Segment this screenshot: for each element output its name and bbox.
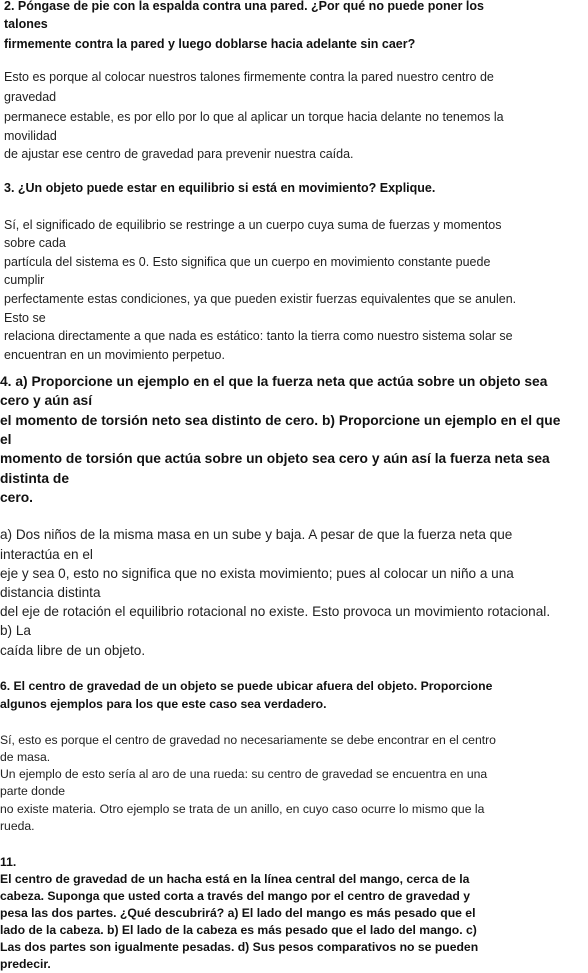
- question-line: cabeza. Suponga que usted corta a través del mango por el centro de gravedad y: [0, 889, 471, 903]
- question-line: predecir.: [0, 957, 51, 971]
- answer-line: Un ejemplo de esto sería al aro de una rueda: su centro de gravedad se encuentra en una: [0, 767, 488, 781]
- answer-line: relaciona directamente a que nada es estático: tanto la tierra como nuestro sistema solar se: [4, 329, 513, 343]
- question-line: 2. Póngase de pie con la espalda contra una pared. ¿Por qué no puede poner los: [4, 0, 484, 13]
- answer-line: encuentran en un movimiento perpetuo.: [4, 348, 225, 362]
- answer-line: no existe materia. Otro ejemplo se trata de un anillo, en cuyo caso ocurre lo mismo que la: [0, 802, 485, 816]
- question-line: 4. a) Proporcione un ejemplo en el que la fuerza neta que actúa sobre un objeto sea: [0, 374, 548, 389]
- answer-line: gravedad: [4, 90, 57, 104]
- question-line: momento de torsión que actúa sobre un objeto sea cero y aún así la fuerza neta sea: [0, 451, 550, 466]
- answer-line: interactúa en el: [0, 547, 93, 562]
- answer-line: eje y sea 0, esto no significa que no exista movimiento; pues al colocar un niño a una: [0, 566, 514, 581]
- answer-line: permanece estable, es por ello por lo que al aplicar un torque hacia delante no tenemos la: [4, 110, 504, 124]
- answer-line: movilidad: [4, 129, 57, 143]
- question-line: el momento de torsión neto sea distinto de cero. b) Proporcione un ejemplo en el que: [0, 413, 561, 428]
- question-line: 3. ¿Un objeto puede estar en equilibrio si está en movimiento? Explique.: [4, 181, 436, 195]
- question-line: cero.: [0, 490, 33, 505]
- answer-line: cumplir: [4, 273, 45, 287]
- question-line: talones: [4, 17, 48, 31]
- question-line: distinta de: [0, 471, 69, 486]
- question-line: Las dos partes son igualmente pesadas. d) Sus pesos comparativos no se pueden: [0, 940, 479, 954]
- answer-line: de masa.: [0, 750, 51, 764]
- question-line: 6. El centro de gravedad de un objeto se puede ubicar afuera del objeto. Proporcione: [0, 679, 493, 693]
- answer-line: distancia distinta: [0, 585, 101, 600]
- answer-line: partícula del sistema es 0. Esto significa que un cuerpo en movimiento constante puede: [4, 255, 491, 269]
- question-line: el: [0, 432, 12, 447]
- question-line: firmemente contra la pared y luego doblarse hacia adelante sin caer?: [4, 37, 416, 51]
- answer-line: sobre cada: [4, 236, 66, 250]
- question-line: algunos ejemplos para los que este caso sea verdadero.: [0, 697, 327, 711]
- answer-line: Sí, esto es porque el centro de gravedad no necesariamente se debe encontrar en el centro: [0, 733, 496, 747]
- answer-line: a) Dos niños de la misma masa en un sube y baja. A pesar de que la fuerza neta que: [0, 527, 513, 542]
- answer-line: rueda.: [0, 819, 35, 833]
- question-line: pesa las dos partes. ¿Qué descubrirá? a) El lado del mango es más pesado que el: [0, 906, 476, 920]
- answer-line: parte donde: [0, 784, 66, 798]
- answer-line: perfectamente estas condiciones, ya que pueden existir fuerzas equivalentes que se anulen.: [4, 292, 517, 306]
- answer-line: Sí, el significado de equilibrio se restringe a un cuerpo cuya suma de fuerzas y momentos: [4, 218, 502, 232]
- answer-line: de ajustar ese centro de gravedad para prevenir nuestra caída.: [4, 147, 354, 161]
- answer-line: b) La: [0, 623, 31, 638]
- question-line: 11.: [0, 855, 17, 869]
- answer-line: del eje de rotación el equilibrio rotacional no existe. Esto provoca un movimiento rotacional.: [0, 604, 551, 619]
- question-line: cero y aún así: [0, 393, 93, 408]
- question-line: lado de la cabeza. b) El lado de la cabeza es más pesado que el lado del mango. c): [0, 923, 477, 937]
- answer-line: Esto es porque al colocar nuestros talones firmemente contra la pared nuestro centro de: [4, 70, 494, 84]
- answer-line: Esto se: [4, 311, 46, 325]
- answer-line: caída libre de un objeto.: [0, 643, 146, 658]
- question-line: El centro de gravedad de un hacha está en la línea central del mango, cerca de la: [0, 872, 470, 886]
